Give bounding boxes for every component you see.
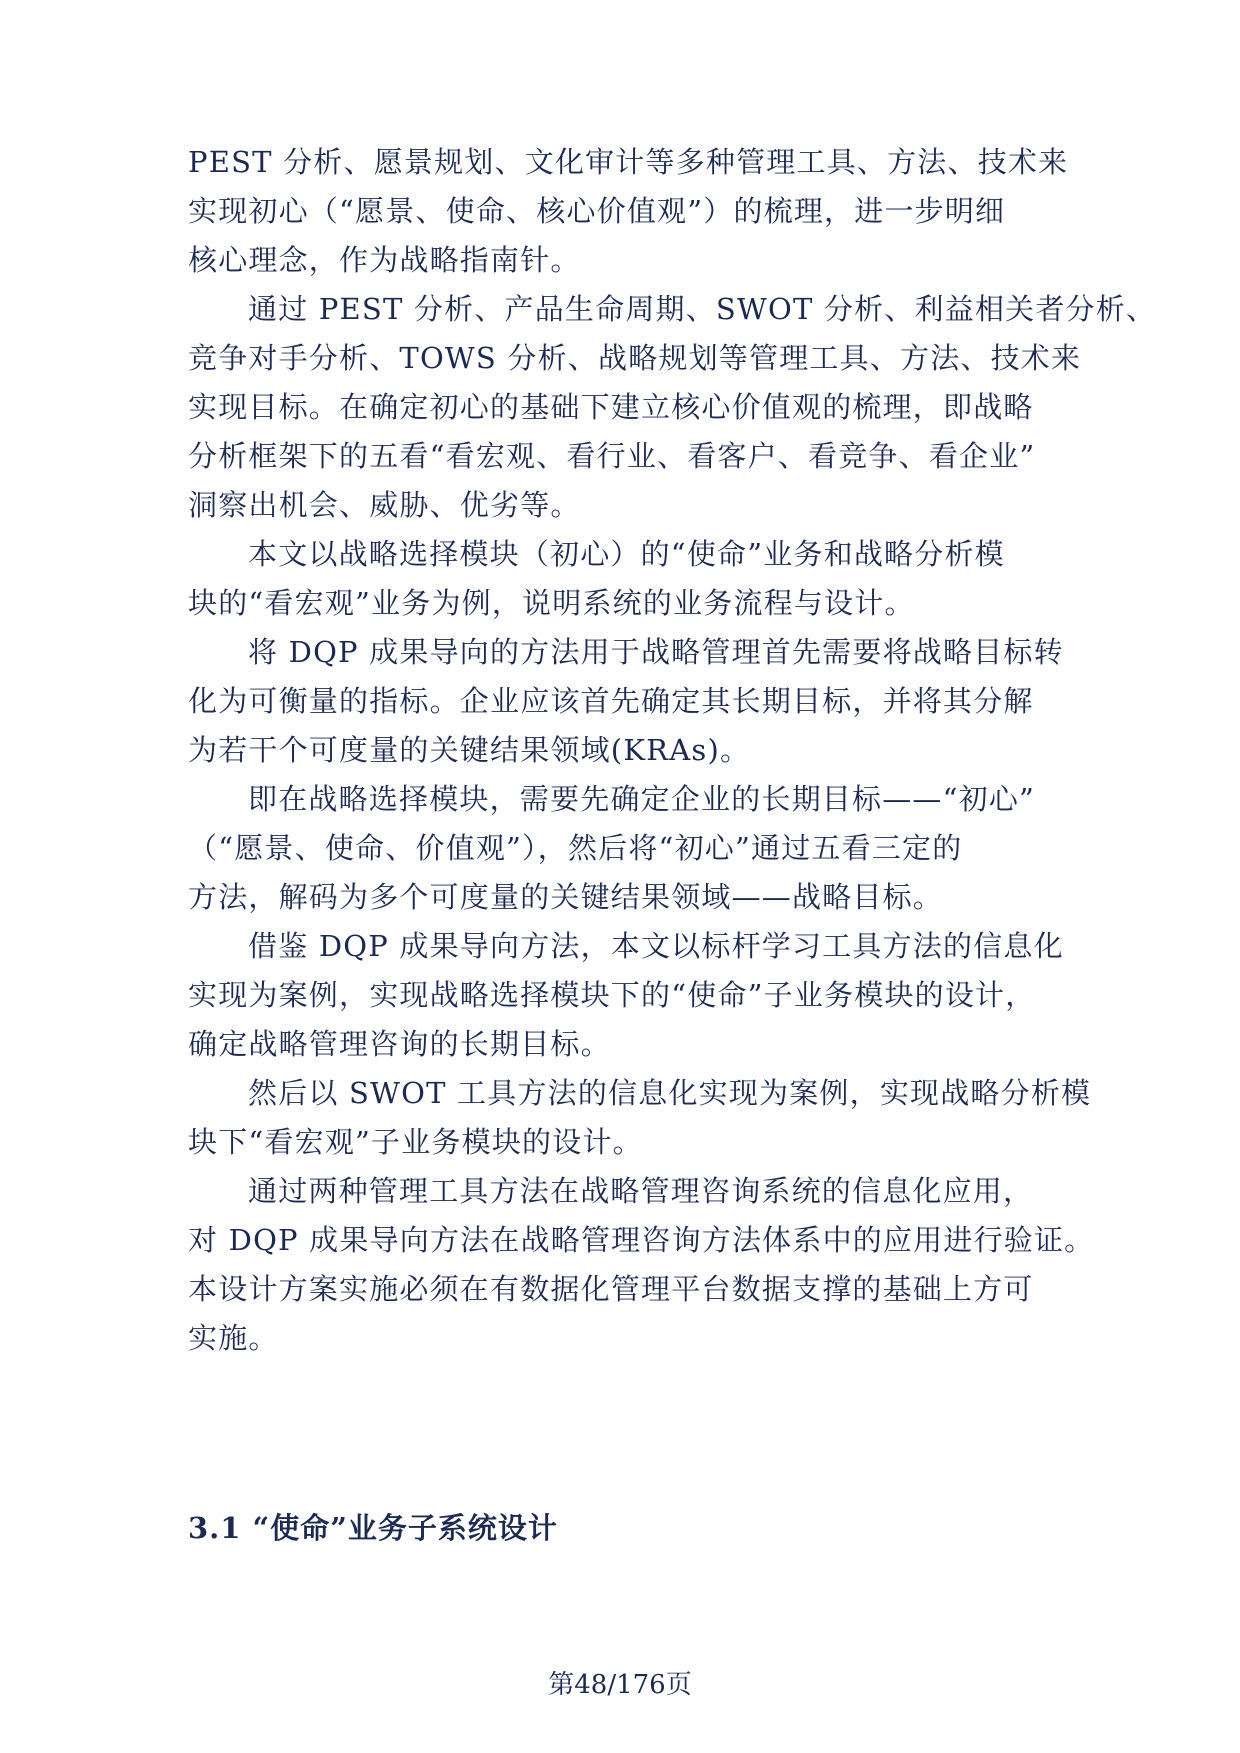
paragraph-line: 借鉴 DQP 成果导向方法，本文以标杆学习工具方法的信息化 [248,929,1064,963]
paragraph-line: 实现初心（“愿景、使命、核心价值观”）的梳理，进一步明细 [188,194,1006,228]
section-heading: 3.1 “使命”业务子系统设计 [188,1511,558,1545]
paragraph-line: 通过 PEST 分析、产品生命周期、SWOT 分析、利益相关者分析、 [248,292,1157,326]
paragraph-line: 即在战略选择模块，需要先确定企业的长期目标——“初心” [248,782,1036,816]
paragraph-line: 方法，解码为多个可度量的关键结果领域——战略目标。 [188,880,944,914]
paragraph-line: PEST 分析、愿景规划、文化审计等多种管理工具、方法、技术来 [188,145,1069,179]
paragraph-line: 确定战略管理咨询的长期目标。 [188,1027,611,1061]
paragraph-line: （“愿景、使命、价值观”），然后将“初心”通过五看三定的 [188,831,963,865]
paragraph-line: 本文以战略选择模块（初心）的“使命”业务和战略分析模 [248,537,1005,571]
paragraph-line: 本设计方案实施必须在有数据化管理平台数据支撑的基础上方可 [188,1272,1034,1306]
page-number: 第48/176页 [548,1670,692,1700]
paragraph-line: 核心理念，作为战略指南针。 [188,243,581,277]
paragraph-line: 实现目标。在确定初心的基础下建立核心价值观的梳理，即战略 [188,390,1034,424]
paragraph-line: 将 DQP 成果导向的方法用于战略管理首先需要将战略目标转 [248,635,1064,669]
paragraph-line: 竞争对手分析、TOWS 分析、战略规划等管理工具、方法、技术来 [188,341,1082,375]
paragraph-line: 实施。 [188,1321,279,1355]
paragraph-line: 然后以 SWOT 工具方法的信息化实现为案例，实现战略分析模 [248,1076,1092,1110]
paragraph-line: 洞察出机会、威胁、优劣等。 [188,488,581,522]
paragraph-line: 块的“看宏观”业务为例，说明系统的业务流程与设计。 [188,586,915,620]
paragraph-line: 为若干个可度量的关键结果领域(KRAs)。 [188,733,751,767]
paragraph-line: 实现为案例，实现战略选择模块下的“使命”子业务模块的设计， [188,978,1036,1012]
paragraph-line: 通过两种管理工具方法在战略管理咨询系统的信息化应用， [248,1174,1034,1208]
paragraph-line: 块下“看宏观”子业务模块的设计。 [188,1125,643,1159]
paragraph-line: 对 DQP 成果导向方法在战略管理咨询方法体系中的应用进行验证。 [188,1223,1095,1257]
paragraph-line: 化为可衡量的指标。企业应该首先确定其长期目标，并将其分解 [188,684,1034,718]
paragraph-line: 分析框架下的五看“看宏观、看行业、看客户、看竞争、看企业” [188,439,1036,473]
